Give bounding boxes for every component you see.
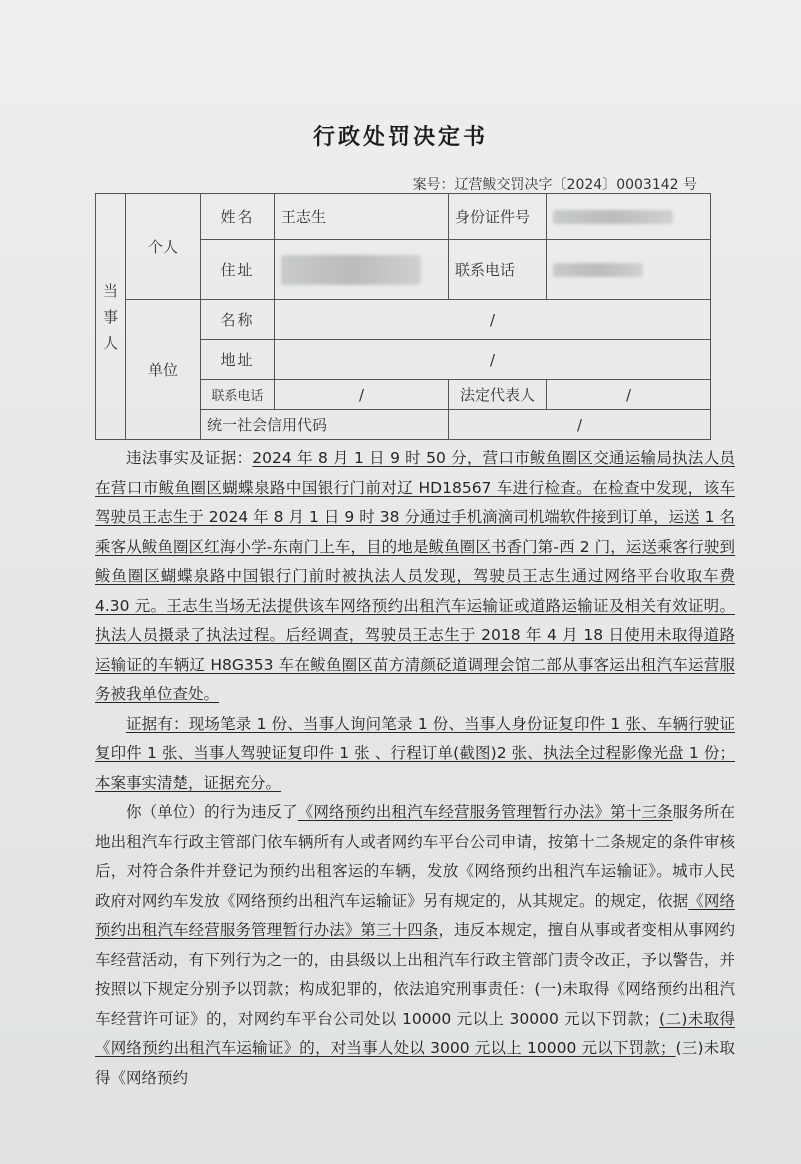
facts-detail: 2024 年 8 月 1 日 9 时 50 分，营口市鲅鱼圈区交通运输局执法人员在营口市鲅鱼圈区蝴蝶泉路中国银行门前对辽 HD18567 车进行检查。在检查中发现，该车驾驶员王志生于 2024 年 8 月 1 日 9 时 38 分通过手机滴滴司机端软件接到订单，运送 1 名乘客从鲅鱼圈区红海小学-东南门上车，目的地是鲅鱼圈区书香门第-西 2 门，运送乘客行驶到鲅鱼圈区蝴蝶泉路中国银行门前时被执法人员发现，驾驶员王志生通过网络平台收取车费 4.30 元。 <box>95 449 735 615</box>
facts-investigation: 王志生当场无法提供该车网络预约出租汽车运输证或道路运输证及相关有效证明。执法人员摄录了执法过程。后经调查，驾驶员王志生于 2018 年 4 月 18 日使用未取得道路运输证的车辆辽 H8G353 车在鲅鱼圈区苗方清颜砭道调理会馆二部从事客运出租汽车运营服务被我单位查处。 <box>95 596 735 703</box>
unit-phone-label: 联系电话 <box>201 380 275 410</box>
legal-rep-value: / <box>547 380 711 410</box>
case-number: 案号：辽营鲅交罚决字〔2024〕0003142 号 <box>412 177 697 193</box>
unit-phone-value: / <box>275 380 449 410</box>
facts-lead: 违法事实及证据： <box>126 449 253 467</box>
unit-name-value: / <box>275 300 711 340</box>
penalty-clause-3: (三)未取得《网络预约 <box>95 1039 735 1087</box>
id-value-redacted <box>547 194 711 240</box>
violated-regulation: 《网络预约出租汽车经营服务管理暂行办法》第十三条 <box>297 803 673 821</box>
document-title: 行政处罚决定书 <box>312 125 488 150</box>
party-label: 当事人 <box>96 194 126 440</box>
name-value: 王志生 <box>275 194 449 240</box>
violation-paragraph <box>95 798 735 1093</box>
article-34-text: ，违反本规定，擅自从事或者变相从事网约车经营活动，有下列行为之一的，由县级以上出租汽车行政主管部门责令改正，予以警告，并按照以下规定分别予以罚款；构成犯罪的，依法追究刑事责任：(一)未取得《网络预约出租汽车经营许可证》的，对网约车平台公司处以 10000 元以上 30000 元以下罚款； <box>95 921 735 1028</box>
evidence-paragraph: 证据有：现场笔录 1 份、当事人询问笔录 1 份、当事人身份证复印件 1 张、车辆行驶证复印件 1 张、当事人驾驶证复印件 1 张 、行程订单(截图)2 张、执法全过程影像光盘 1 份；本案事实清楚，证据充分。 <box>95 714 735 792</box>
phone-value-redacted <box>547 240 711 300</box>
basis-regulation: 《网络预约出租汽车经营服务管理暂行办法》第三十四条 <box>95 891 735 939</box>
penalty-clause-2: (二)未取得《网络预约出租汽车运输证》的，对当事人处以 3000 元以上 10000 元以下罚款； <box>95 1009 735 1057</box>
individual-label: 个人 <box>126 194 201 300</box>
unit-name-label: 名称 <box>201 300 275 340</box>
article-13-text: 服务所在地出租汽车行政主管部门依车辆所有人或者网约车平台公司申请，按第十二条规定的条件审核后，对符合条件并登记为预约出租客运的车辆，发放《网络预约出租汽车运输证》。城市人民政府对网约车发放《网络预约出租汽车运输证》另有规定的，从其规定。的规定，依据 <box>95 803 735 910</box>
unit-address-label: 地址 <box>201 340 275 380</box>
phone-label: 联系电话 <box>449 240 547 300</box>
address-label: 住址 <box>201 240 275 300</box>
id-label: 身份证件号 <box>449 194 547 240</box>
legal-rep-label: 法定代表人 <box>449 380 547 410</box>
name-label: 姓名 <box>201 194 275 240</box>
party-info-table <box>95 193 711 440</box>
unit-address-value: / <box>275 340 711 380</box>
credit-code-value: / <box>449 410 711 440</box>
violation-lead: 你（单位）的行为违反了 <box>126 803 298 821</box>
credit-code-label: 统一社会信用代码 <box>201 410 449 440</box>
facts-paragraph <box>95 444 735 710</box>
unit-label: 单位 <box>126 300 201 440</box>
decision-body <box>95 444 735 1093</box>
address-value-redacted <box>275 240 449 300</box>
